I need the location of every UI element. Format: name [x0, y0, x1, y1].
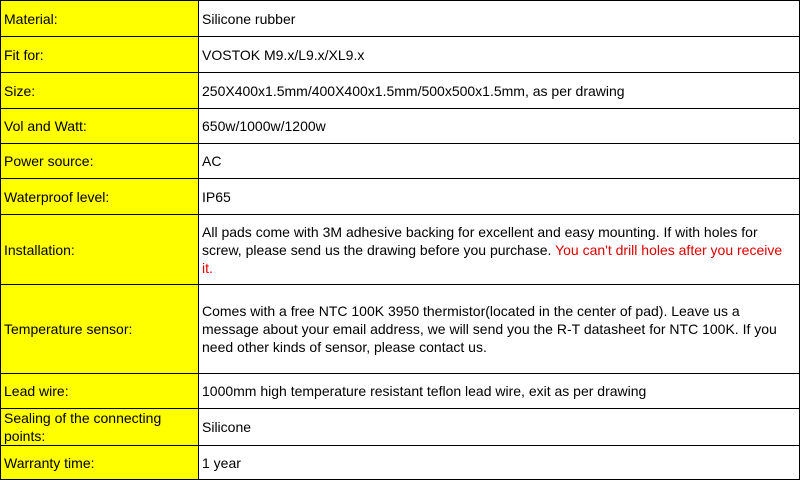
table-row [1, 109, 800, 144]
table-row [1, 73, 800, 109]
table-row [1, 374, 800, 409]
sealing-value: Silicone [199, 409, 800, 446]
installation-label: Installation: [1, 215, 199, 285]
table-row [1, 285, 800, 374]
power-source-value: AC [199, 144, 800, 179]
temperature-sensor-value: Comes with a free NTC 100K 3950 thermistor(located in the center of pad). Leave us a message about your email address, we will send you the R-T datasheet for NTC 100K. If you need other kinds of sensor, please contact us. [199, 285, 800, 374]
fit-for-value: VOSTOK M9.x/L9.x/XL9.x [199, 37, 800, 73]
vol-watt-value: 650w/1000w/1200w [199, 109, 800, 144]
size-value: 250X400x1.5mm/400X400x1.5mm/500x500x1.5mm, as per drawing [199, 73, 800, 109]
installation-text: All pads come with 3M adhesive backing for excellent and easy mounting. If with holes for screw, please send us the drawing before you purchase. [202, 223, 758, 258]
material-value: Silicone rubber [199, 1, 800, 37]
sealing-label: Sealing of the connecting points: [1, 409, 199, 446]
size-label: Size: [1, 73, 199, 109]
temperature-sensor-label: Temperature sensor: [1, 285, 199, 374]
vol-watt-label: Vol and Watt: [1, 109, 199, 144]
table-row [1, 37, 800, 73]
fit-for-label: Fit for: [1, 37, 199, 73]
material-label: Material: [1, 1, 199, 37]
warranty-label: Warranty time: [1, 446, 199, 480]
table-row [1, 179, 800, 215]
table-row [1, 215, 800, 285]
waterproof-label: Waterproof level: [1, 179, 199, 215]
lead-wire-value: 1000mm high temperature resistant teflon lead wire, exit as per drawing [199, 374, 800, 409]
warranty-value: 1 year [199, 446, 800, 480]
installation-value [199, 215, 800, 285]
table-row [1, 1, 800, 37]
table-row [1, 409, 800, 446]
installation-warning: You can't drill holes after you receive it. [202, 241, 783, 276]
table-row [1, 144, 800, 179]
waterproof-value: IP65 [199, 179, 800, 215]
lead-wire-label: Lead wire: [1, 374, 199, 409]
table-row [1, 446, 800, 480]
power-source-label: Power source: [1, 144, 199, 179]
